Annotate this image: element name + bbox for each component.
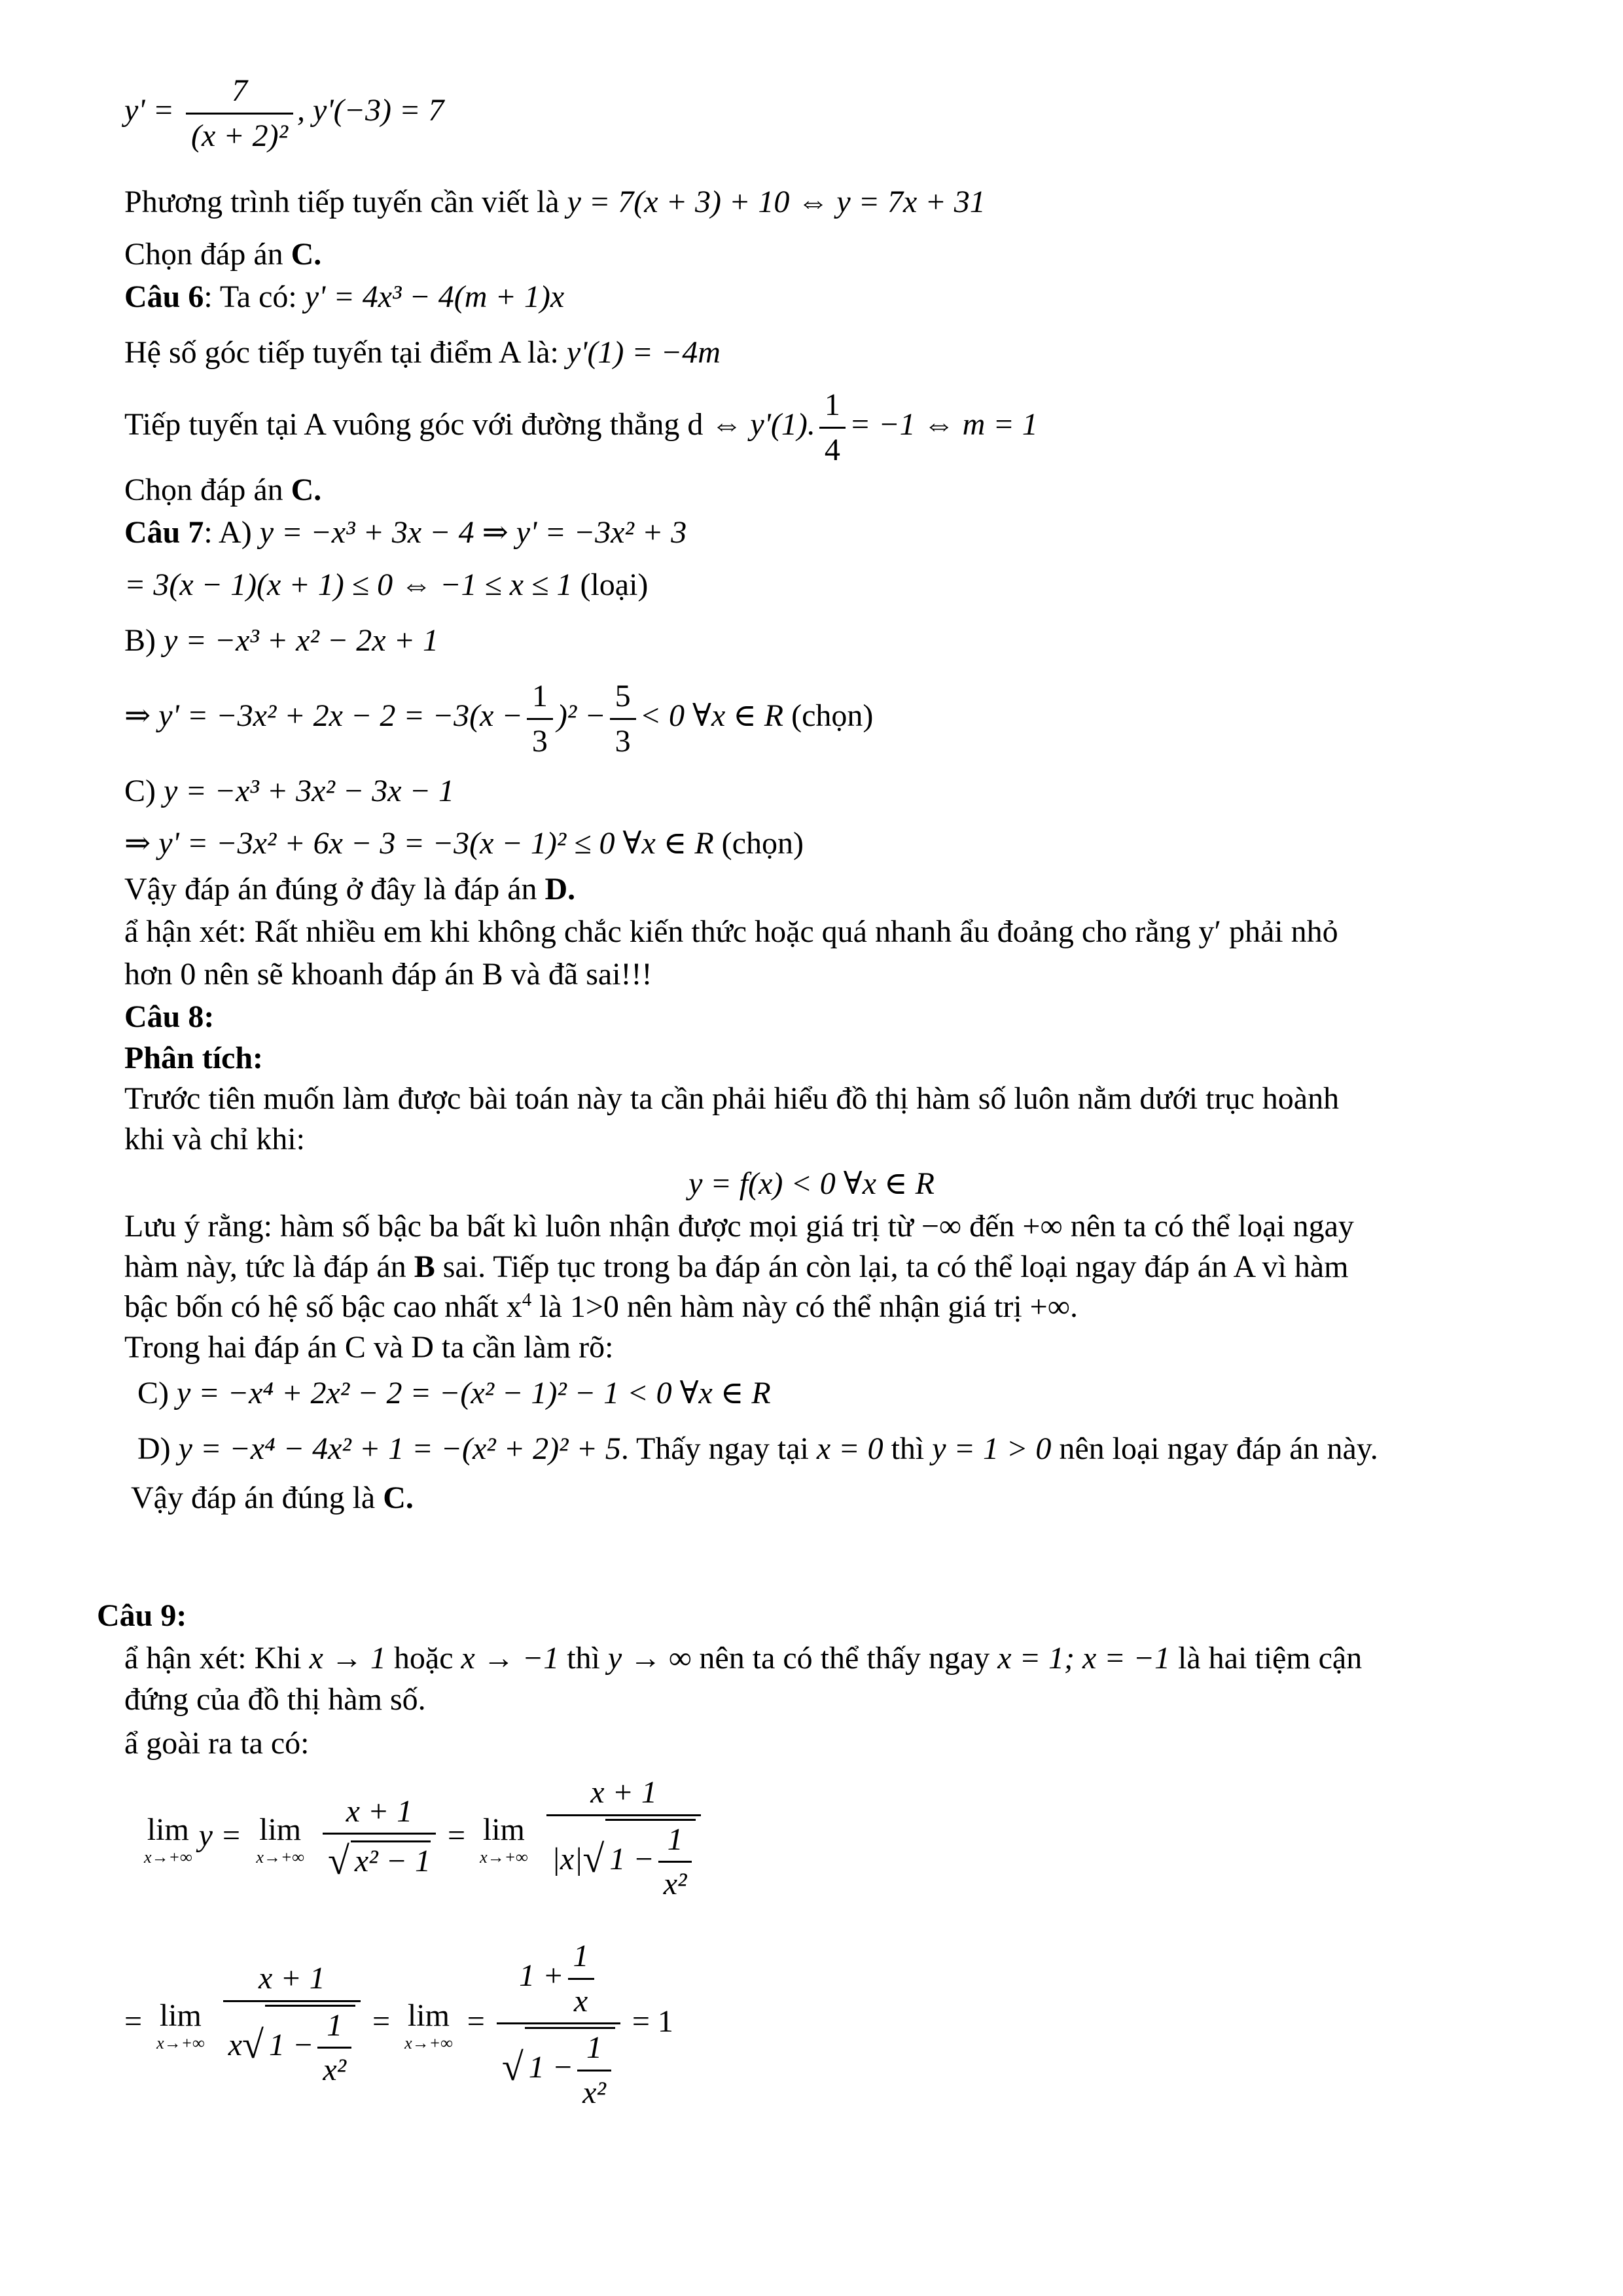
slope-line: Hệ số góc tiếp tuyến tại điểm A là: y'(1) = −4m bbox=[124, 335, 721, 370]
fraction: $\frac{1}{3}$ bbox=[527, 677, 553, 760]
condition-equation: y = f(x) < 0 ∀x ∈ R bbox=[688, 1166, 935, 1201]
fraction: $\frac{5}{3}$ bbox=[610, 677, 636, 760]
fraction: $\frac{7}{\text{(x + 2)²}}$ bbox=[186, 72, 293, 154]
fraction: $\frac{1}{4}$ bbox=[819, 386, 846, 469]
question-8: Câu 8: bbox=[124, 999, 215, 1034]
option-c: C) y = −x³ + 3x² − 3x − 1 bbox=[124, 774, 454, 808]
option-a-work: = 3(x − 1)(x + 1) ≤ 0 ⇔ −1 ≤ x ≤ 1 (loại) bbox=[124, 567, 649, 602]
question-7: Câu 7: A) y = −x³ + 3x − 4 ⇒ y' = −3x² + 3 bbox=[124, 515, 687, 550]
analysis-text: khi và chỉ khi: bbox=[124, 1122, 305, 1157]
tangent-equation: Phương trình tiếp tuyến cần viết là y = 7(x + 3) + 10 ⇔ y = 7x + 31 bbox=[124, 185, 986, 219]
option-b: B) y = −x³ + x² − 2x + 1 bbox=[124, 623, 438, 658]
fraction: 1 + $\frac{1}{x}$ √ 1 − $\frac{1}{\text{x²}}$ bbox=[497, 1937, 620, 2111]
remark: ẩ hận xét: Rất nhiều em khi không chắc kiến thức hoặc quá nhanh ẩu đoảng cho rằng y′ phải nhỏ bbox=[124, 914, 1338, 949]
note-text: Lưu ý rằng: hàm số bậc ba bất kì luôn nhận được mọi giá trị từ −∞ đến +∞ nên ta có thể loại ngay bbox=[124, 1209, 1354, 1244]
fraction: $\frac{x + 1}{\text{√ x² − 1}}$ bbox=[323, 1793, 436, 1885]
remark-cont: hơn 0 nên sẽ khoanh đáp án B và đã sai!!! bbox=[124, 957, 652, 992]
eq: y' = bbox=[124, 93, 182, 128]
limit: lim x→+∞ bbox=[156, 1998, 205, 2053]
perpendicular-line: Tiếp tuyến tại A vuông góc với đường thẳng d ⇔ y'(1). $\frac{1}{4}$ = −1 ⇔ m = 1 bbox=[124, 386, 1038, 469]
remark-9: ẩ hận xét: Khi x → 1 hoặc x → −1 thì y → ∞ nên ta có thể thấy ngay x = 1; x = −1 là hai tiệm cận bbox=[124, 1641, 1363, 1676]
limit: lim x→+∞ bbox=[256, 1812, 304, 1867]
fraction: x + 1 |x|√ 1 − $\frac{1}{\text{x²}}$ bbox=[546, 1774, 702, 1903]
limit-line-1: lim x→+∞ y = lim x→+∞ $\frac{x + 1}{\text{√ x² − 1}}$ = lim x→+∞ x + 1 |x|√ 1 − $\frac{1}{\text{x²}}$ bbox=[137, 1774, 705, 1903]
question-6: Câu 6: Ta có: y' = 4x³ − 4(m + 1)x bbox=[124, 279, 565, 314]
note-text: hàm này, tức là đáp án B sai. Tiếp tục trong ba đáp án còn lại, ta có thể loại ngay đáp án A vì hàm bbox=[124, 1249, 1349, 1284]
analysis-text: Trước tiên muốn làm được bài toán này ta cần phải hiểu đồ thị hàm số luôn nằm dưới trục hoành bbox=[124, 1081, 1340, 1116]
limit: lim x→+∞ bbox=[480, 1812, 528, 1867]
conclusion-7: Vậy đáp án đúng ở đây là đáp án D. bbox=[124, 872, 576, 906]
question-9: Câu 9: bbox=[97, 1598, 187, 1633]
option-c-analysis: C) y = −x⁴ + 2x² − 2 = −(x² − 1)² − 1 < 0 ∀x ∈ R bbox=[137, 1376, 771, 1410]
option-c-work: ⇒ y' = −3x² + 6x − 3 = −3(x − 1)² ≤ 0 ∀x ∈ R (chọn) bbox=[124, 826, 804, 861]
remark-9-cont: đứng của đồ thị hàm số. bbox=[124, 1682, 426, 1717]
limit: lim x→+∞ bbox=[404, 1998, 453, 2053]
note-text: Trong hai đáp án C và D ta cần làm rõ: bbox=[124, 1330, 614, 1365]
besides-line: ẩ goài ra ta có: bbox=[124, 1726, 310, 1761]
fraction: x + 1 x√ 1 − $\frac{1}{\text{x²}}$ bbox=[223, 1960, 361, 2089]
conclusion-8: Vậy đáp án đúng là C. bbox=[131, 1480, 414, 1515]
option-d-analysis: D) y = −x⁴ − 4x² + 1 = −(x² + 2)² + 5. Thấy ngay tại x = 0 thì y = 1 > 0 nên loại ngay đáp án này. bbox=[137, 1431, 1378, 1466]
analysis-heading: Phân tích: bbox=[124, 1041, 264, 1075]
limit-line-2: = lim x→+∞ x + 1 x√ 1 − $\frac{1}{\text{x²}}$ = lim x→+∞ = 1 + $\frac{1}{x}$ √ 1 − $\frac{1}{\text{x²}}$ = 1 bbox=[124, 1937, 673, 2111]
limit: lim x→+∞ bbox=[144, 1812, 192, 1867]
option-b-work: ⇒ y' = −3x² + 2x − 2 = −3(x − $\frac{1}{3}$ )² − $\frac{5}{3}$ < 0 ∀x ∈ R (chọn) bbox=[124, 677, 873, 760]
answer-line: Chọn đáp án C. bbox=[124, 473, 322, 507]
derivative-line: y' = $\frac{7}{\text{(x + 2)²}}$ , y'(−3) = 7 bbox=[124, 72, 444, 154]
answer-line: Chọn đáp án C. bbox=[124, 237, 322, 272]
note-text: bậc bốn có hệ số bậc cao nhất $x^4$ là 1>0 nên hàm này có thể nhận giá trị +∞. bbox=[124, 1289, 1078, 1324]
